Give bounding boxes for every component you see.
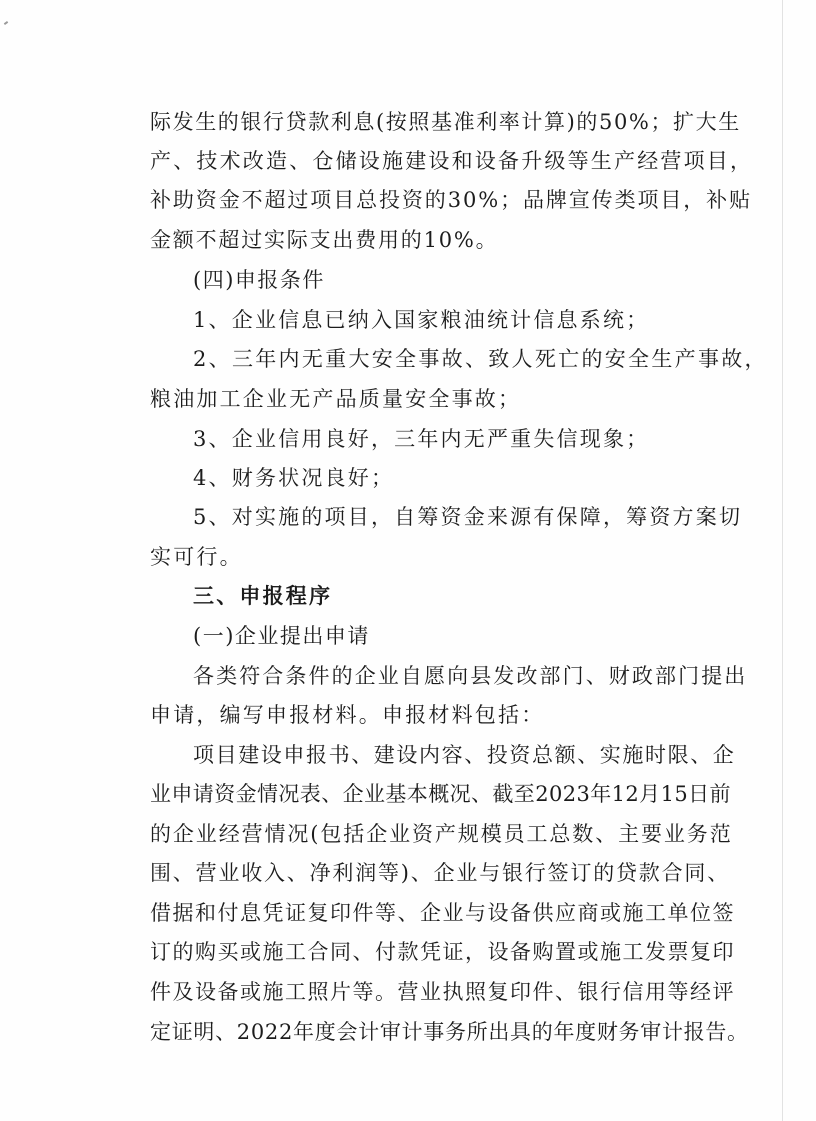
text-line: 围、营业收入、净利润等)、企业与银行签订的贷款合同、: [150, 861, 730, 885]
list-item: 2、三年内无重大安全事故、致人死亡的安全生产事故，: [193, 347, 768, 371]
list-item: 3、企业信用良好，三年内无严重失信现象；: [193, 427, 650, 451]
text-line: 金额不超过实际支出费用的10%。: [150, 228, 499, 252]
text-line: 补助资金不超过项目总投资的30%；品牌宣传类项目，补贴: [150, 188, 752, 212]
text-line: 借据和付息凭证复印件等、企业与设备供应商或施工单位签: [150, 901, 735, 925]
text-line: 际发生的银行贷款利息(按照基准利率计算)的50%；扩大生: [150, 110, 741, 134]
list-item: 5、对实施的项目，自筹资金来源有保障，筹资方案切: [193, 505, 743, 529]
text-line: 产、技术改造、仓储设施建设和设备升级等生产经营项目，: [150, 149, 754, 173]
text-line: 订的购买或施工合同、付款凭证，设备购置或施工发票复印: [150, 940, 735, 964]
scan-mark: [4, 21, 8, 25]
section-subheading: (一)企业提出申请: [193, 624, 370, 648]
paragraph-line: 项目建设申报书、建设内容、投资总额、实施时限、企: [193, 743, 736, 767]
page-edge-shadow: [782, 0, 783, 1121]
text-line: 业申请资金情况表、企业基本概况、截至2023年12月15日前: [150, 782, 731, 806]
text-line: 申请，编写申报材料。申报材料包括：: [150, 703, 545, 727]
text-line: 实可行。: [150, 545, 243, 569]
paragraph-line: 各类符合条件的企业自愿向县发改部门、财政部门提出: [193, 664, 748, 688]
list-item: 4、财务状况良好；: [193, 466, 395, 490]
text-line: 件及设备或施工照片等。营业执照复印件、银行信用等经评: [150, 980, 735, 1004]
text-line: 的企业经营情况(包括企业资产规模员工总数、主要业务范: [150, 822, 733, 846]
section-heading: 三、申报程序: [193, 584, 333, 608]
list-item: 1、企业信息已纳入国家粮油统计信息系统；: [193, 308, 650, 332]
section-subheading: (四)申报条件: [193, 268, 325, 292]
text-line: 粮油加工企业无产品质量安全事故；: [150, 387, 522, 411]
text-line: 定证明、2022年度会计审计事务所出具的年度财务审计报告。: [150, 1020, 749, 1044]
